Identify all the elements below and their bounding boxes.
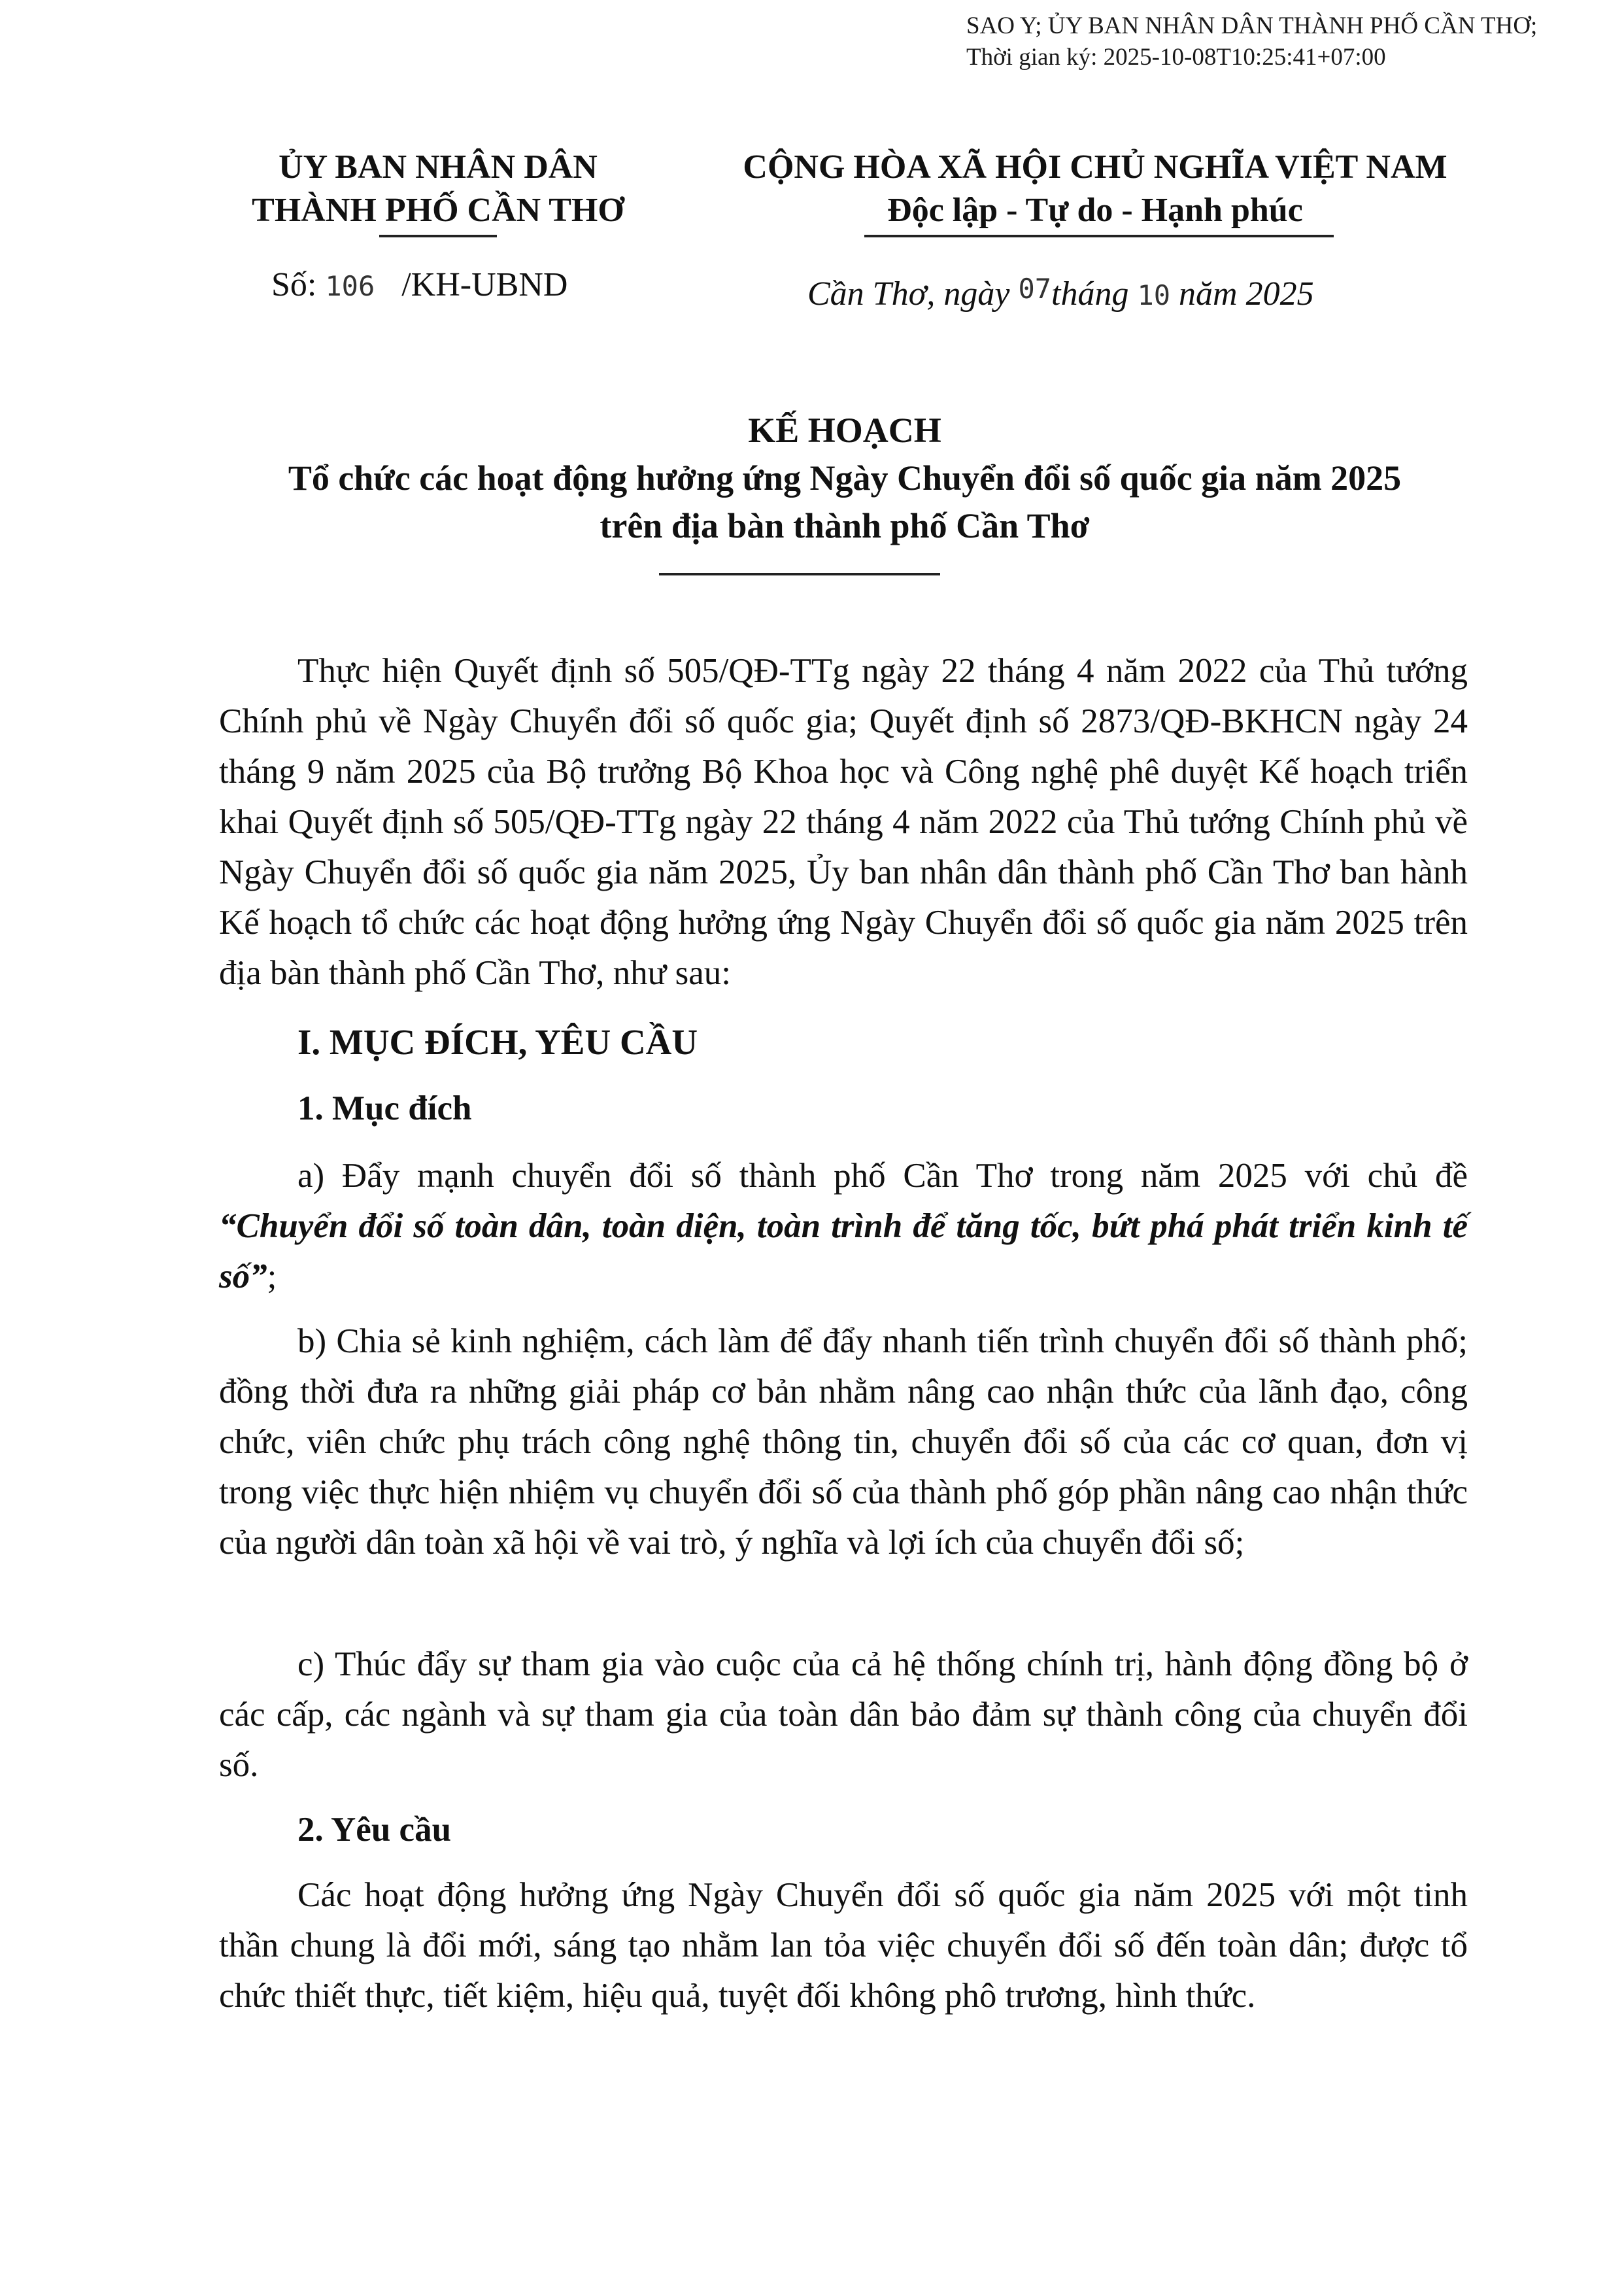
date-place: Cần Thơ, ngày [807, 275, 1010, 313]
item-a-prefix: a) Đẩy mạnh chuyển đổi số thành phố Cần Thơ trong năm 2025 với chủ đề [297, 1157, 1468, 1195]
item-c [219, 1639, 1468, 1790]
nation-line-2: Độc lập - Tự do - Hạnh phúc [887, 192, 1303, 229]
intro-text: Thực hiện Quyết định số 505/QĐ-TTg ngày 22 tháng 4 năm 2022 của Thủ tướng Chính phủ về Ngày Chuyển đổi số quốc gia; Quyết định số 2873/QĐ-BKHCN ngày 24 tháng 9 năm 2025 của Bộ trưởng Bộ Khoa học và Công nghệ phê duyệt Kế hoạch triển khai Quyết định số 505/QĐ-TTg ngày 22 tháng 4 năm 2022 của Thủ tướng Chính phủ về Ngày Chuyển đổi số quốc gia năm 2025, Ủy ban nhân dân thành phố Cần Thơ ban hành Kế hoạch tổ chức các hoạt động hưởng ứng Ngày Chuyển đổi số quốc gia năm 2025 trên địa bàn thành phố Cần Thơ, như sau: [219, 652, 1468, 992]
item-a-theme: “Chuyển đổi số toàn dân, toàn diện, toàn trình để tăng tốc, bứt phá phát triển kinh tế số” [219, 1207, 1468, 1295]
document-title [196, 407, 1493, 550]
signature-line-1: SAO Y; ỦY BAN NHÂN DÂN THÀNH PHỐ CẦN THƠ; [966, 12, 1538, 39]
subsection-2 [219, 1805, 1468, 1855]
subsection-2-heading: 2. Yêu cầu [297, 1811, 452, 1849]
date-month-label: tháng [1051, 275, 1129, 313]
title-main: KẾ HOẠCH [748, 411, 941, 450]
requirements-text: Các hoạt động hưởng ứng Ngày Chuyển đổi số quốc gia năm 2025 với một tinh thần chung là đổi mới, sáng tạo nhằm lan tỏa việc chuyển đổi số đến toàn dân; được tổ chức thiết thực, tiết kiệm, hiệu quả, tuyệt đối không phô trương, hình thức. [219, 1876, 1468, 2015]
doc-number-suffix: /KH-UBND [401, 266, 568, 303]
agency-line-1: ỦY BAN NHÂN DÂN [279, 148, 598, 186]
date-day: 07 [1018, 273, 1052, 305]
signature-line-2: Thời gian ký: 2025-10-08T10:25:41+07:00 [966, 44, 1386, 71]
title-line-3: trên địa bàn thành phố Cần Thơ [600, 506, 1090, 545]
document-number [271, 264, 567, 308]
document-date [807, 273, 1314, 317]
nation-line-1: CỘNG HÒA XÃ HỘI CHỦ NGHĨA VIỆT NAM [743, 148, 1447, 186]
doc-number-value: 106 [325, 270, 375, 302]
section-1-heading: I. MỤC ĐÍCH, YÊU CẦU [297, 1022, 698, 1062]
item-c-text: c) Thúc đẩy sự tham gia vào cuộc của cả hệ thống chính trị, hành động đồng bộ ở các cấp, các ngành và sự tham gia của toàn dân bảo đảm sự thành công của chuyển đổi số. [219, 1645, 1468, 1784]
issuing-agency [216, 146, 660, 232]
item-a-suffix: ; [267, 1257, 277, 1295]
title-line-2: Tổ chức các hoạt động hưởng ứng Ngày Chuyển đổi số quốc gia năm 2025 [288, 458, 1402, 498]
doc-number-prefix: Số: [271, 266, 317, 303]
requirements-paragraph [219, 1870, 1468, 2021]
item-a [219, 1151, 1468, 1302]
title-rule [659, 573, 940, 575]
intro-paragraph [219, 646, 1468, 999]
item-b [219, 1316, 1468, 1568]
date-month: 10 [1137, 279, 1171, 311]
agency-line-2: THÀNH PHỐ CẦN THƠ [252, 192, 624, 229]
motto-underline [864, 235, 1334, 237]
subsection-1-heading: 1. Mục đích [297, 1089, 472, 1127]
section-1 [219, 1017, 1468, 1067]
item-b-text: b) Chia sẻ kinh nghiệm, cách làm để đẩy nhanh tiến trình chuyển đổi số thành phố; đồng thời đưa ra những giải pháp cơ bản nhằm nâng cao nhận thức của lãnh đạo, công chức, viên chức phụ trách công nghệ thông tin, chuyển đổi số của các cơ quan, đơn vị trong việc thực hiện nhiệm vụ chuyển đổi số của thành phố góp phần nâng cao nhận thức của người dân toàn xã hội về vai trò, ý nghĩa và lợi ích của chuyển đổi số; [219, 1322, 1468, 1562]
item-a-text [219, 1151, 1468, 1302]
digital-signature-stamp [966, 10, 1537, 73]
agency-underline [379, 235, 497, 237]
national-motto [719, 146, 1471, 232]
subsection-1 [219, 1084, 1468, 1134]
date-year-label: năm 2025 [1179, 275, 1314, 313]
